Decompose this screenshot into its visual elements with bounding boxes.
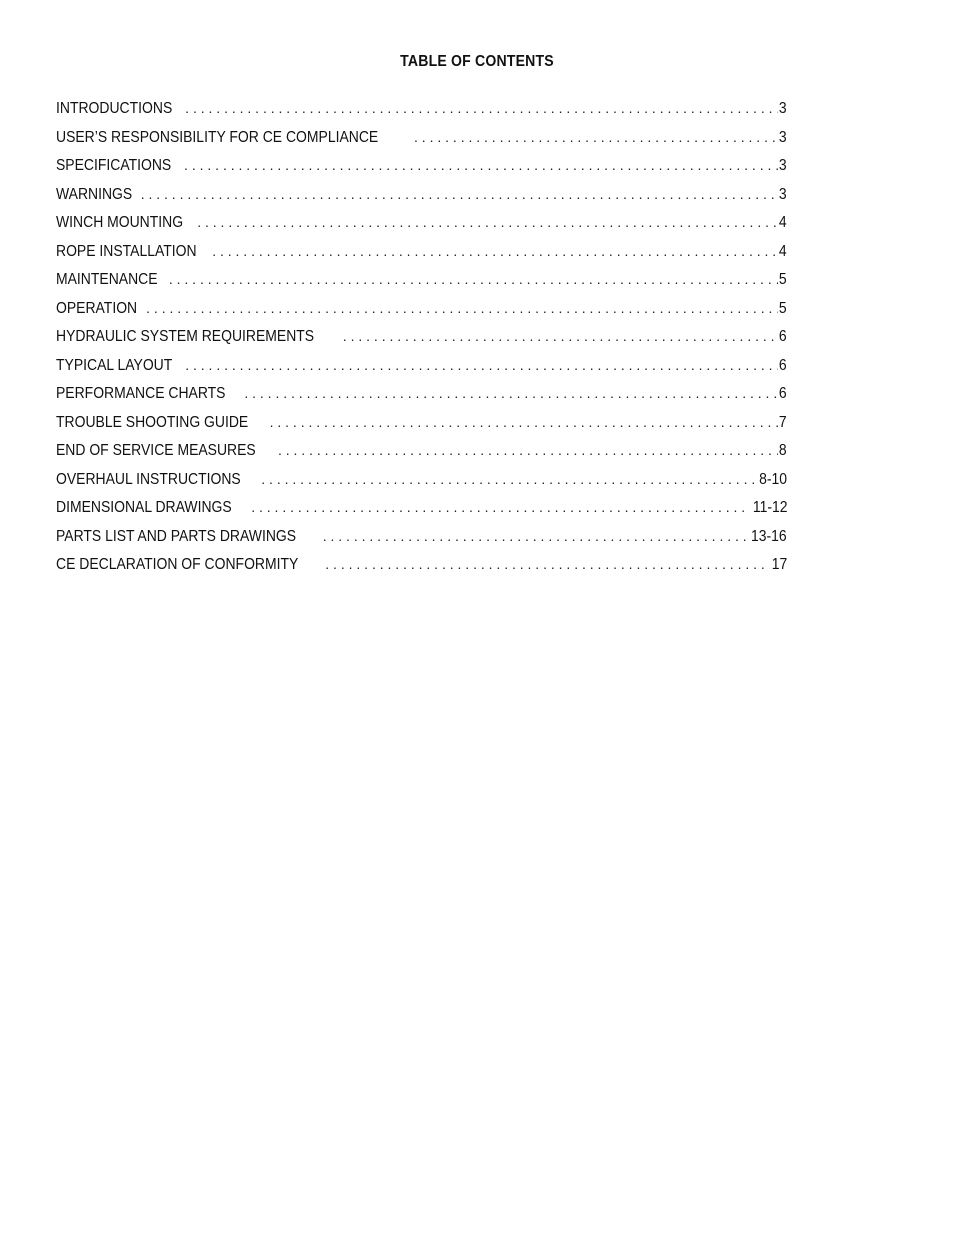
toc-entry-page: 4 (779, 214, 787, 231)
toc-entry-label: WINCH MOUNTING (56, 214, 184, 231)
dot-leader (135, 184, 779, 205)
toc-entry-label: MAINTENANCE (56, 271, 158, 288)
toc-entry-label: CE DECLARATION OF CONFORMITY (56, 556, 299, 573)
toc-entry-label: OVERHAUL INSTRUCTIONS (56, 470, 241, 488)
toc-entry-page: 6 (779, 356, 787, 374)
dot-leader (191, 212, 778, 233)
toc-entry-page: 5 (779, 299, 787, 317)
toc-entry-hydraulic-system[interactable] (56, 326, 787, 355)
dot-leader (178, 155, 778, 176)
dot-leader (337, 326, 779, 347)
toc-entry-page: 4 (779, 242, 787, 260)
toc-entry-page: 8-10 (759, 470, 787, 488)
toc-entry-page: 3 (779, 157, 787, 174)
toc-entry-introductions[interactable] (56, 98, 787, 127)
dot-leader (179, 98, 778, 119)
toc-entry-end-of-service[interactable] (56, 440, 787, 469)
toc-entry-page: 7 (779, 413, 787, 431)
toc-entry-trouble-shooting[interactable] (56, 412, 787, 441)
toc-entry-label: WARNINGS (56, 185, 133, 203)
dot-leader (255, 469, 756, 490)
dot-leader (317, 526, 748, 547)
toc-entry-label: PARTS LIST AND PARTS DRAWINGS (56, 527, 297, 545)
toc-entry-page: 11-12 (752, 499, 787, 516)
toc-entry-winch-mounting[interactable] (56, 212, 787, 241)
toc-entry-rope-installation[interactable] (56, 241, 787, 270)
toc-entry-page: 17 (771, 556, 787, 573)
toc-entry-overhaul-instructions[interactable] (56, 469, 787, 498)
table-of-contents (56, 98, 787, 583)
toc-entry-dimensional-drawings[interactable] (56, 497, 787, 526)
toc-entry-label: USER’S RESPONSIBILITY FOR CE COMPLIANCE (56, 128, 379, 146)
toc-entry-label: INTRODUCTIONS (56, 100, 173, 117)
toc-entry-ce-compliance[interactable] (56, 127, 787, 156)
toc-entry-page: 3 (779, 128, 787, 146)
toc-entry-page: 6 (779, 385, 787, 402)
toc-entry-page: 3 (779, 185, 787, 203)
dot-leader (319, 554, 769, 575)
toc-entry-label: TROUBLE SHOOTING GUIDE (56, 413, 249, 431)
toc-entry-page: 3 (779, 100, 787, 117)
dot-leader (140, 298, 778, 319)
dot-leader (264, 412, 779, 433)
dot-leader (245, 497, 748, 518)
toc-entry-performance-charts[interactable] (56, 383, 787, 412)
toc-entry-label: PERFORMANCE CHARTS (56, 385, 226, 402)
toc-entry-page: 6 (779, 328, 787, 345)
dot-leader (163, 269, 779, 290)
toc-entry-label: TYPICAL LAYOUT (56, 356, 173, 374)
toc-entry-specifications[interactable] (56, 155, 787, 184)
toc-entry-operation[interactable] (56, 298, 787, 327)
toc-entry-label: DIMENSIONAL DRAWINGS (56, 499, 232, 516)
toc-entry-label: HYDRAULIC SYSTEM REQUIREMENTS (56, 328, 315, 345)
toc-entry-label: END OF SERVICE MEASURES (56, 442, 256, 459)
toc-entry-label: ROPE INSTALLATION (56, 242, 197, 260)
dot-leader (238, 383, 778, 404)
toc-entry-page: 13-16 (751, 527, 787, 545)
dot-leader (272, 440, 778, 461)
toc-entry-ce-declaration[interactable] (56, 554, 787, 583)
dot-leader (408, 127, 778, 148)
dot-leader (179, 355, 778, 376)
toc-entry-parts-list[interactable] (56, 526, 787, 555)
toc-entry-warnings[interactable] (56, 184, 787, 213)
toc-entry-maintenance[interactable] (56, 269, 787, 298)
page-title: TABLE OF CONTENTS (400, 53, 554, 70)
toc-entry-label: SPECIFICATIONS (56, 157, 172, 174)
dot-leader (206, 241, 778, 262)
toc-entry-page: 8 (779, 442, 787, 459)
toc-entry-page: 5 (779, 271, 787, 288)
toc-entry-label: OPERATION (56, 299, 138, 317)
toc-entry-typical-layout[interactable] (56, 355, 787, 384)
